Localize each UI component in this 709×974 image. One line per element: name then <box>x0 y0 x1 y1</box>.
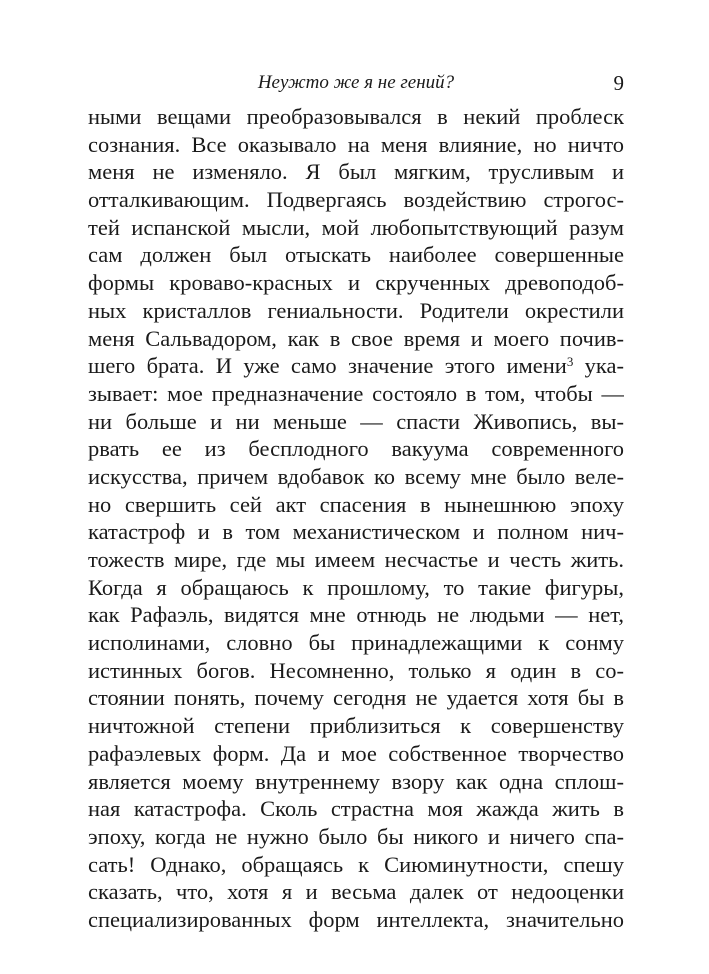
text-line: исполинами, словно бы принадлежащими к сонму <box>88 630 624 656</box>
text-line: рвать ее из бесплодного вакуума современного <box>88 436 624 462</box>
text-line: истинных богов. Несомненно, только я один в со- <box>88 657 624 683</box>
text-line: рафаэлевых форм. Да и мое собственное творчество <box>88 740 624 766</box>
text-segment: ука- <box>573 353 624 379</box>
text-line: искусства, причем вдобавок ко всему мне было веле- <box>88 463 624 489</box>
text-line: меня Сальвадором, как в свое время и моего почив- <box>88 325 624 351</box>
running-header <box>88 70 624 96</box>
text-segment: шего брата. И уже само значение этого имени <box>88 353 567 379</box>
text-line: эпоху, когда не нужно было бы никого и ничего спа- <box>88 823 624 849</box>
text-line: ная катастрофа. Сколь страстна моя жажда жить в <box>88 796 624 822</box>
text-line-with-footnote <box>88 352 624 380</box>
text-line: меня не изменяло. Я был мягким, трусливым и <box>88 159 624 185</box>
text-line: как Рафаэль, видятся мне отнюдь не людьми — нет, <box>88 602 624 628</box>
text-line: ничтожной степени приблизиться к совершенству <box>88 713 624 739</box>
body-text <box>88 103 624 934</box>
text-line: сам должен был отыскать наиболее совершенные <box>88 242 624 268</box>
text-line: сознания. Все оказывало на меня влияние, но ничто <box>88 131 624 157</box>
text-line: специализированных форм интеллекта, значительно <box>88 906 624 932</box>
footnote-reference[interactable]: 3 <box>566 354 574 370</box>
text-line: формы кроваво-красных и скрученных древоподоб- <box>88 270 624 296</box>
text-line: тей испанской мысли, мой любопытствующий разум <box>88 214 624 240</box>
text-line: стоянии понять, почему сегодня не удается хотя бы в <box>88 685 624 711</box>
text-line: сказать, что, хотя я и весьма далек от недооценки <box>88 879 624 905</box>
text-line: отталкивающим. Подвергаясь воздействию строгос- <box>88 187 624 213</box>
text-line: сать! Однако, обращаясь к Сиюминутности, спешу <box>88 851 624 877</box>
running-title: Неужто же я не гений? <box>257 72 455 93</box>
text-line: ни больше и ни меньше — спасти Живопись, вы- <box>88 408 624 434</box>
text-line: ными вещами преобразовывался в некий проблеск <box>88 104 624 129</box>
text-line: Когда я обращаюсь к прошлому, то такие фигуры, <box>88 574 624 600</box>
text-line: но свершить сей акт спасения в нынешнюю эпоху <box>88 491 624 517</box>
text-line: зывает: мое предназначение состояло в том, чтобы — <box>88 380 624 406</box>
text-line: катастроф и в том механистическом и полном нич- <box>88 519 624 545</box>
text-line: тожеств мире, где мы имеем несчастье и честь жить. <box>88 547 624 572</box>
page-number: 9 <box>613 71 624 95</box>
text-line: ных кристаллов гениальности. Родители окрестили <box>88 297 624 323</box>
text-line: является моему внутреннему взору как одна сплош- <box>88 768 624 794</box>
